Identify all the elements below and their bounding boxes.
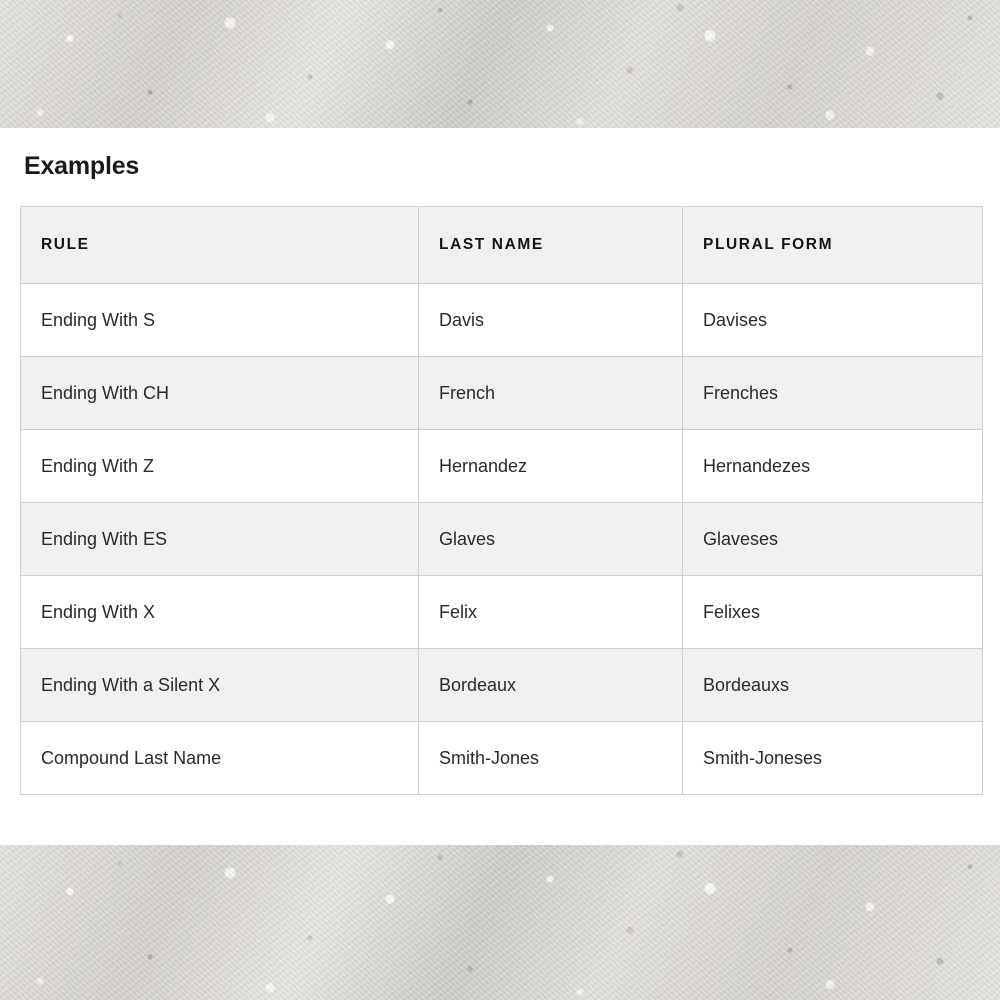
content-panel [0,128,1000,845]
table-row [21,576,983,649]
cell-rule: Ending With Z [21,430,419,503]
cell-plural-form: Glaveses [683,503,983,576]
cell-rule: Ending With a Silent X [21,649,419,722]
page-title: Examples [24,152,140,180]
concrete-texture-band-top [0,0,1000,128]
cell-last-name: French [419,357,683,430]
cell-last-name: Smith-Jones [419,722,683,795]
cell-plural-form: Bordeauxs [683,649,983,722]
cell-last-name: Felix [419,576,683,649]
table-body [21,284,983,795]
cell-last-name: Hernandez [419,430,683,503]
table-row [21,284,983,357]
cell-last-name: Glaves [419,503,683,576]
table-header-row [21,207,983,284]
column-header-plural-form: PLURAL FORM [683,207,983,284]
column-header-last-name: LAST NAME [419,207,683,284]
examples-table [20,206,983,795]
cell-rule: Ending With CH [21,357,419,430]
column-header-rule: RULE [21,207,419,284]
concrete-texture-band-bottom [0,845,1000,1000]
table-header [21,207,983,284]
cell-last-name: Bordeaux [419,649,683,722]
cell-plural-form: Hernandezes [683,430,983,503]
table-row [21,722,983,795]
cell-rule: Ending With S [21,284,419,357]
table-row [21,430,983,503]
cell-rule: Compound Last Name [21,722,419,795]
cell-rule: Ending With X [21,576,419,649]
cell-last-name: Davis [419,284,683,357]
examples-table-container [20,206,982,795]
cell-plural-form: Smith-Joneses [683,722,983,795]
cell-plural-form: Felixes [683,576,983,649]
cell-plural-form: Frenches [683,357,983,430]
table-row [21,503,983,576]
cell-plural-form: Davises [683,284,983,357]
cell-rule: Ending With ES [21,503,419,576]
table-row [21,649,983,722]
table-row [21,357,983,430]
